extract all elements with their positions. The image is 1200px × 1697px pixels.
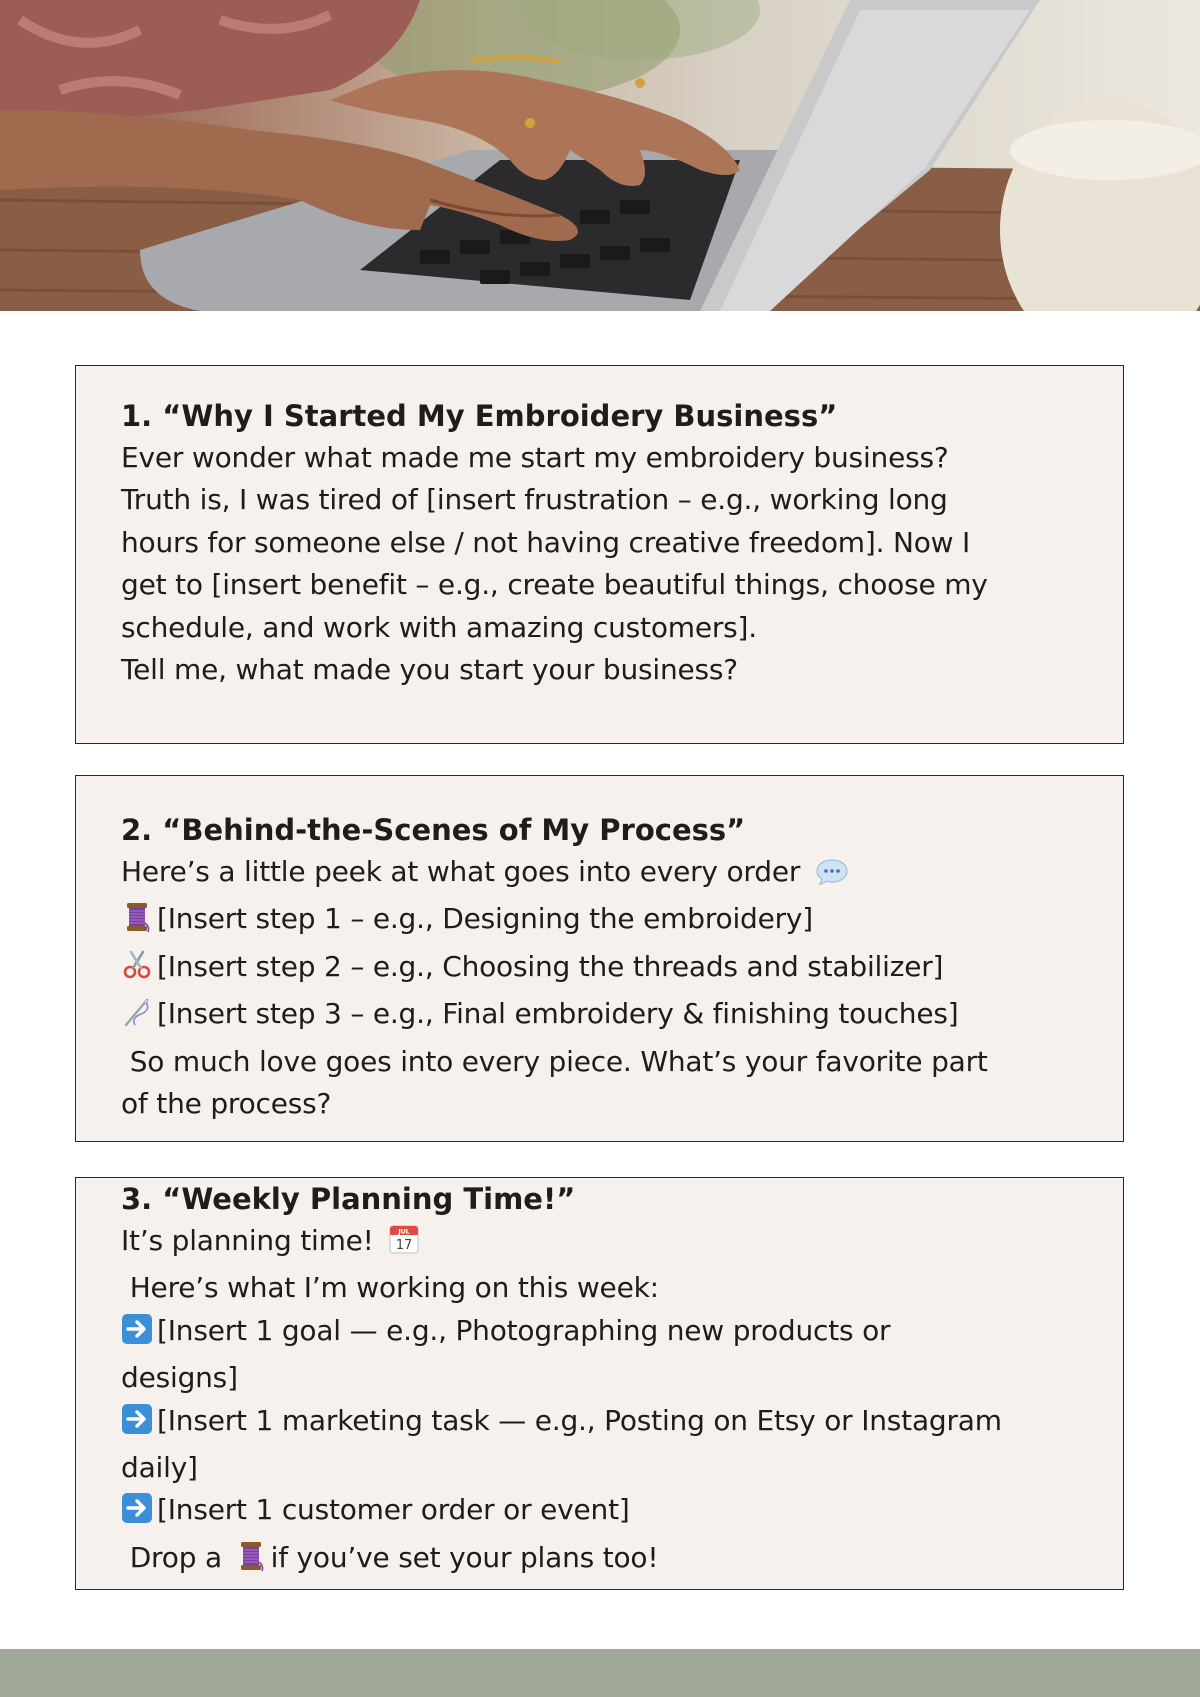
calendar-month: JUL	[398, 1227, 411, 1236]
post-idea-card-1	[75, 365, 1124, 744]
body-line: So much love goes into every piece. What’s your favorite part	[121, 1044, 988, 1078]
body-line: get to [insert benefit – e.g., create beautiful things, choose my	[121, 568, 988, 602]
hero-photo	[0, 0, 1200, 311]
body-line: schedule, and work with amazing customers].	[121, 610, 757, 644]
body-line: of the process?	[121, 1087, 332, 1121]
plan-item	[121, 1310, 1083, 1357]
process-step-text: [Insert step 2 – e.g., Choosing the threads and stabilizer]	[157, 949, 944, 983]
speech-bubble-icon	[815, 856, 849, 898]
right-arrow-icon	[121, 1403, 153, 1447]
process-step-text: [Insert step 3 – e.g., Final embroidery & finishing touches]	[157, 997, 959, 1031]
post-idea-content	[121, 809, 1083, 1125]
post-idea-content	[121, 395, 1083, 691]
plan-item	[121, 1489, 1083, 1536]
scissors-icon	[121, 949, 153, 993]
post-idea-card-3	[75, 1177, 1124, 1590]
calendar-icon	[388, 1223, 420, 1267]
closing-text-after: if you’ve set your plans too!	[270, 1540, 659, 1574]
intro-line	[121, 851, 1083, 898]
post-idea-card-2	[75, 775, 1124, 1142]
post-idea-title: 2. “Behind-the-Scenes of My Process”	[121, 813, 746, 847]
process-step	[121, 898, 1083, 945]
process-step	[121, 946, 1083, 993]
post-idea-title: 3. “Weekly Planning Time!”	[121, 1182, 576, 1216]
process-step-text: [Insert step 1 – e.g., Designing the embroidery]	[157, 902, 814, 936]
intro-line	[121, 1220, 1083, 1267]
plan-item-text: [Insert 1 customer order or event]	[157, 1493, 630, 1527]
footer-band	[0, 1649, 1200, 1697]
body-line: Here’s what I’m working on this week:	[121, 1271, 659, 1305]
post-idea-title: 1. “Why I Started My Embroidery Business”	[121, 399, 838, 433]
right-arrow-icon	[121, 1492, 153, 1536]
calendar-day: 17	[396, 1238, 413, 1253]
plan-item-text: [Insert 1 goal — e.g., Photographing new products or	[157, 1313, 891, 1347]
thread-spool-icon	[121, 901, 153, 945]
process-step	[121, 993, 1083, 1040]
right-arrow-icon	[121, 1313, 153, 1357]
body-line: Truth is, I was tired of [insert frustration – e.g., working long	[121, 483, 948, 517]
post-idea-content	[121, 1178, 1083, 1584]
thread-spool-icon	[235, 1540, 267, 1584]
plan-item	[121, 1400, 1083, 1447]
plan-item-continued: daily]	[121, 1451, 198, 1485]
hands-typing-on-laptop-photo	[0, 0, 1200, 311]
body-line: Tell me, what made you start your business?	[121, 653, 738, 687]
sewing-needle-icon	[121, 996, 153, 1040]
intro-text: It’s planning time!	[121, 1224, 374, 1257]
intro-text: Here’s a little peek at what goes into every order	[121, 855, 801, 888]
plan-item-text: [Insert 1 marketing task — e.g., Posting on Etsy or Instagram	[157, 1403, 1002, 1437]
body-line: hours for someone else / not having creative freedom]. Now I	[121, 525, 971, 559]
closing-line	[121, 1537, 1083, 1584]
body-line: Ever wonder what made me start my embroidery business?	[121, 441, 949, 474]
closing-text-before: Drop a	[121, 1540, 222, 1574]
plan-item-continued: designs]	[121, 1361, 238, 1395]
